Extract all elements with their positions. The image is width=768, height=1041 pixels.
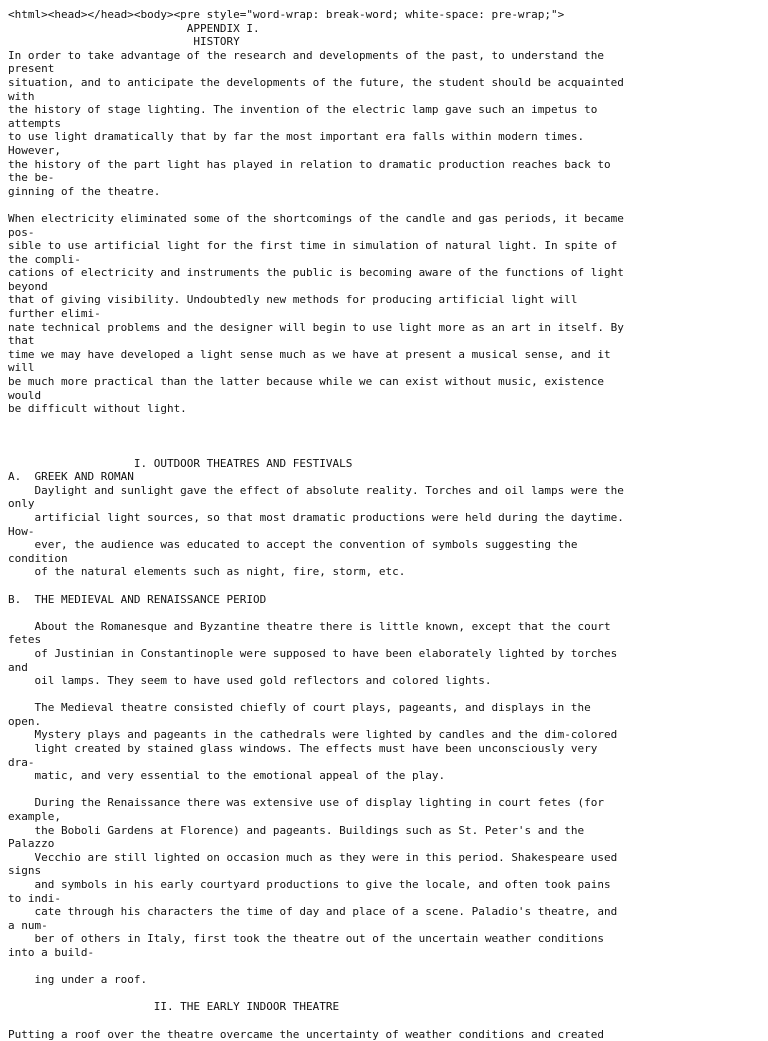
text-line: the compli- [8,252,81,266]
text-line: When electricity eliminated some of the shortcomings of the candle and gas periods, it became [8,211,624,225]
text-line: beyond [8,279,48,293]
text-line: to use light dramatically that by far the most important era falls within modern times. [8,130,585,144]
text-line: sible to use artificial light for the first time in simulation of natural light. In spite of [8,239,618,253]
text-line: of Justinian in Constantinople were supposed to have been elaborately lighted by torches [8,646,618,660]
document-page [8,8,760,1041]
text-line: Mystery plays and pageants in the cathedrals were lighted by candles and the dim-colored [8,728,618,742]
text-line [8,443,760,457]
text-line [8,960,760,974]
text-line: cate through his characters the time of day and place of a scene. Paladio's theatre, and [8,905,618,919]
text-line: Palazzo [8,837,55,851]
text-line: will [8,361,35,375]
text-line: cations of electricity and instruments the public is becoming aware of the functions of light [8,266,624,280]
text-line: ing under a roof. [8,973,148,987]
text-line: However, [8,143,61,157]
text-line: ever, the audience was educated to accept the convention of symbols suggesting the [8,538,578,552]
text-line: example, [8,810,61,824]
text-line: How- [8,524,35,538]
text-line: A. GREEK AND ROMAN [8,470,134,484]
text-line: attempts [8,116,61,130]
text-line: the Boboli Gardens at Florence) and pageants. Buildings such as St. Peter's and the [8,823,585,837]
text-line: dra- [8,755,35,769]
text-line: APPENDIX I. [8,21,260,35]
text-line: condition [8,551,68,565]
text-line: the history of stage lighting. The invention of the electric lamp gave such an impetus to [8,103,598,117]
text-line: About the Romanesque and Byzantine theatre there is little known, except that the court [8,619,611,633]
text-line: that [8,334,35,348]
text-line: ginning of the theatre. [8,184,161,198]
text-line: HISTORY [8,35,240,49]
text-line: light created by stained glass windows. The effects must have been unconsciously very [8,742,598,756]
text-line: artificial light sources, so that most dramatic productions were held during the daytime. [8,510,624,524]
text-line: <html><head></head><body><pre style="word-wrap: break-word; white-space: pre-wrap;"> [8,8,565,21]
text-line: and [8,660,28,674]
text-line: further elimi- [8,307,101,321]
text-line: to indi- [8,891,61,905]
text-line: pos- [8,225,35,239]
text-line: matic, and very essential to the emotional appeal of the play. [8,769,446,783]
text-line: the be- [8,171,55,185]
text-line: be difficult without light. [8,402,187,416]
text-line: the history of the part light has played in relation to dramatic production reaches back to [8,157,611,171]
text-line: and symbols in his early courtyard productions to give the locale, and often took pains [8,878,611,891]
text-line [8,606,760,620]
text-line: time we may have developed a light sense much as we have at present a musical sense, and it [8,347,611,361]
text-line: that of giving visibility. Undoubtedly new methods for producing artificial light will [8,293,578,307]
text-line [8,1014,760,1028]
text-line: Vecchio are still lighted on occasion much as they were in this period. Shakespeare used [8,850,618,864]
text-line [8,579,760,593]
text-line: a num- [8,918,48,932]
text-line: open. [8,714,42,728]
text-line: During the Renaissance there was extensive use of display lighting in court fetes (for [8,796,605,810]
text-line: oil lamps. They seem to have used gold reflectors and colored lights. [8,674,492,688]
text-line [8,783,760,797]
text-line: I. OUTDOOR THEATRES AND FESTIVALS [8,456,353,470]
text-line: signs [8,864,42,878]
text-line: II. THE EARLY INDOOR THEATRE [8,1000,340,1014]
text-line: of the natural elements such as night, fire, storm, etc. [8,565,406,579]
text-line: Daylight and sunlight gave the effect of absolute reality. Torches and oil lamps were the [8,483,624,497]
text-line: In order to take advantage of the research and developments of the past, to understand the [8,48,605,62]
text-line [8,429,760,443]
text-line: fetes [8,633,42,647]
text-line: only [8,497,35,511]
text-line: nate technical problems and the designer will begin to use light more as an art in itself. By [8,320,624,334]
text-line: Putting a roof over the theatre overcame the uncertainty of weather conditions and created [8,1027,605,1041]
text-line: be much more practical than the latter because while we can exist without music, existence [8,375,605,389]
text-line: with [8,89,35,103]
text-line: present [8,62,55,76]
text-line: situation, and to anticipate the developments of the future, the student should be acquainted [8,75,624,89]
text-line: into a build- [8,945,95,959]
text-line: ber of others in Italy, first took the theatre out of the uncertain weather conditions [8,932,605,946]
text-line [8,198,760,212]
text-line [8,987,760,1001]
text-line: The Medieval theatre consisted chiefly of court plays, pageants, and displays in the [8,701,591,715]
text-line: B. THE MEDIEVAL AND RENAISSANCE PERIOD [8,592,267,606]
text-line: would [8,388,42,402]
text-line [8,688,760,702]
text-line [8,416,760,430]
